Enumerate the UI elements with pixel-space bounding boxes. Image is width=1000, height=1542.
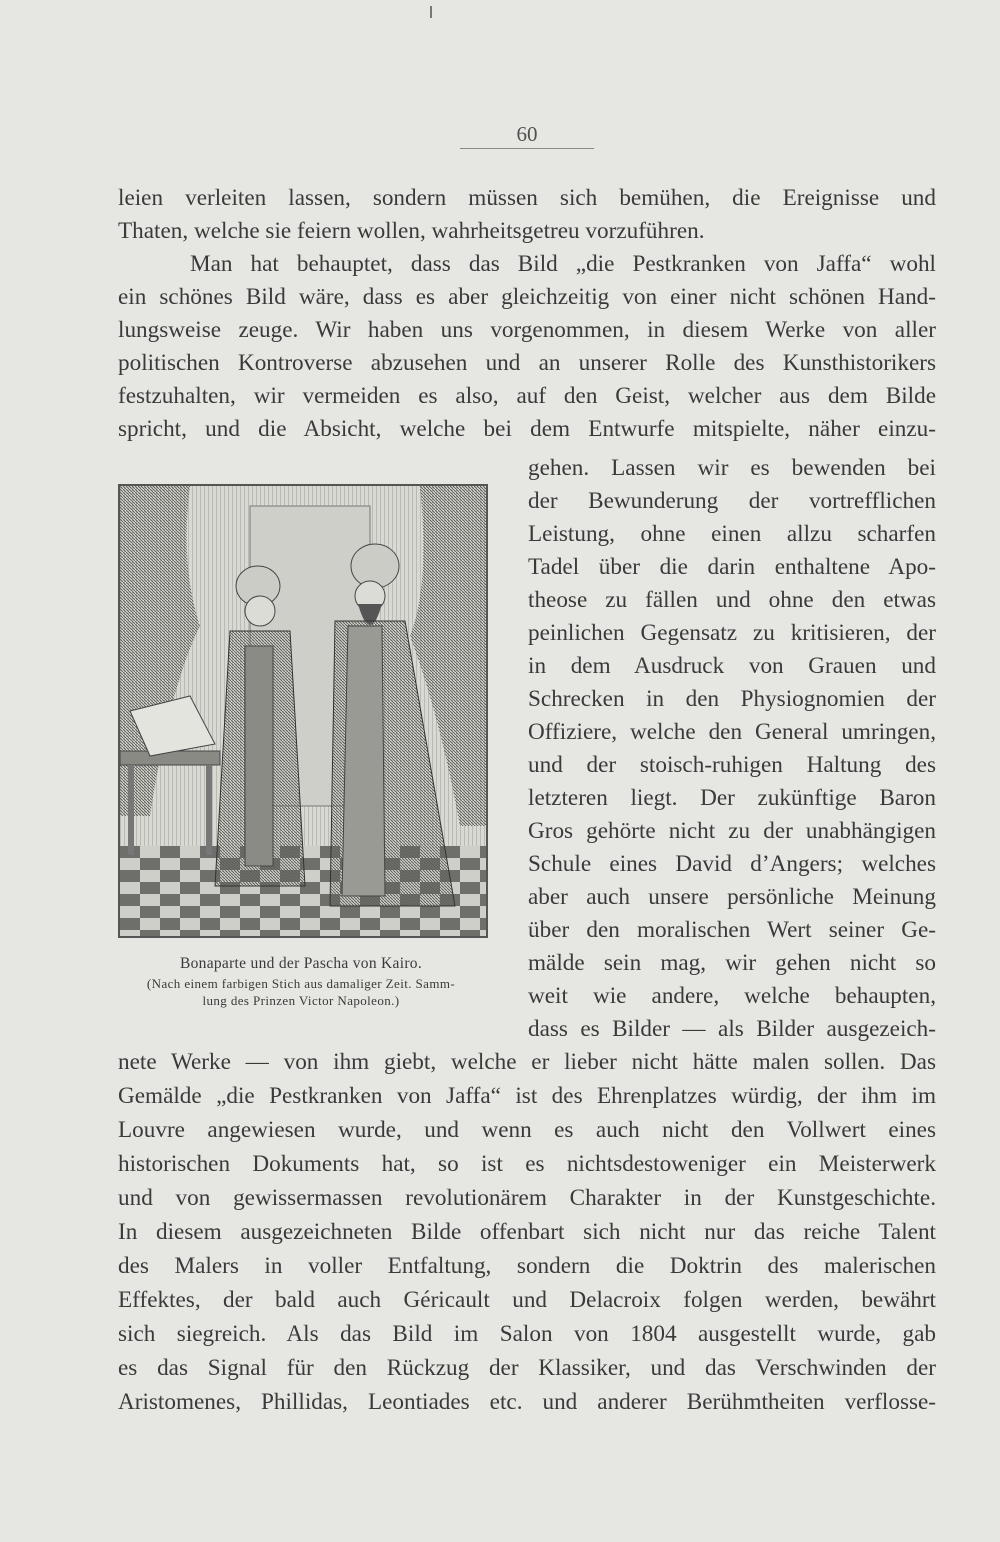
text-line: Thaten, welche sie feiern wollen, wahrheitsgetreu vorzuführen.: [118, 218, 705, 244]
vest-left: [245, 646, 273, 866]
text-line: In diesem ausgezeichneten Bilde offenbart sich nicht nur das reiche Talent: [118, 1219, 936, 1245]
engraving-illustration: [118, 484, 488, 938]
text-line: Louvre angewiesen wurde, und wenn es auch nicht den Vollwert eines: [118, 1117, 936, 1143]
page-number: 60: [516, 122, 538, 146]
text-line: Schrecken in den Physiognomien der: [528, 686, 936, 712]
text-line: nete Werke — von ihm giebt, welche er lieber nicht hätte malen sollen. Das: [118, 1049, 936, 1075]
text-line: sich siegreich. Als das Bild im Salon von 1804 ausgestellt wurde, gab: [118, 1321, 936, 1347]
figure-caption-title: Bonaparte und der Pascha von Kairo.: [179, 955, 423, 972]
text-line: Leistung, ohne einen allzu scharfen: [528, 521, 936, 547]
text-line: aber auch unsere persönliche Meinung: [528, 884, 936, 910]
text-line: letzteren liegt. Der zukünftige Baron: [528, 785, 936, 811]
text-line: Gros gehörte nicht zu der unabhängigen: [528, 818, 936, 844]
head-left: [245, 596, 275, 626]
text-line: und der stoisch-ruhigen Haltung des: [528, 752, 936, 778]
table-leg: [206, 765, 212, 855]
text-line: theose zu fällen und ohne den etwas: [528, 587, 936, 613]
text-line: spricht, und die Absicht, welche bei dem Entwurfe mitspielte, näher einzu-: [118, 416, 936, 442]
text-line: in dem Ausdruck von Grauen und: [528, 653, 936, 679]
scan-mark: [430, 6, 432, 18]
text-line: Offiziere, welche den General umringen,: [528, 719, 936, 745]
text-line: Effektes, der bald auch Géricault und Delacroix folgen werden, bewährt: [118, 1287, 936, 1313]
text-line: mälde sein mag, wir gehen nicht so: [528, 950, 936, 976]
text-line: Schule eines David d’Angers; welches: [528, 851, 936, 877]
text-line: über den moralischen Wert seiner Ge-: [528, 917, 936, 943]
text-line: dass es Bilder — als Bilder ausgezeich-: [528, 1016, 936, 1042]
inner-robe-right: [342, 626, 385, 896]
text-line: Man hat behauptet, dass das Bild „die Pestkranken von Jaffa“ wohl: [190, 251, 936, 277]
text-line: festzuhalten, wir vermeiden es also, auf den Geist, welcher aus dem Bilde: [118, 383, 936, 409]
text-line: und von gewissermassen revolutionärem Charakter in der Kunstgeschichte.: [118, 1185, 936, 1211]
text-line: Aristomenes, Phillidas, Leontiades etc. und anderer Berühmtheiten verflosse-: [118, 1389, 936, 1415]
table-top: [120, 751, 220, 765]
text-line: gehen. Lassen wir es bewenden bei: [528, 455, 936, 481]
text-line: leien verleiten lassen, sondern müssen sich bemühen, die Ereignisse und: [118, 185, 936, 211]
text-line: peinlichen Gegensatz zu kritisieren, der: [528, 620, 936, 646]
page-number-rule: [460, 148, 594, 149]
text-line: des Malers in voller Entfaltung, sondern die Doktrin des malerischen: [118, 1253, 936, 1279]
text-line: historischen Dokuments hat, so ist es nichtsdestoweniger ein Meisterwerk: [118, 1151, 936, 1177]
text-line: der Bewunderung der vortrefflichen: [528, 488, 936, 514]
text-line: lungsweise zeuge. Wir haben uns vorgenommen, in diesem Werke von aller: [118, 317, 936, 343]
table-leg: [128, 765, 134, 855]
text-line: Gemälde „die Pestkranken von Jaffa“ ist des Ehrenplatzes würdig, der ihm im: [118, 1083, 936, 1109]
text-line: ein schönes Bild wäre, dass es aber gleichzeitig von einer nicht schönen Hand-: [118, 284, 936, 310]
text-line: Tadel über die darin enthaltene Apo-: [528, 554, 936, 580]
text-line: politischen Kontroverse abzusehen und an unserer Rolle des Kunsthistorikers: [118, 350, 936, 376]
text-line: weit wie andere, welche behaupten,: [528, 983, 936, 1009]
figure-caption-source: lung des Prinzen Victor Napoleon.): [202, 993, 400, 1008]
text-line: es das Signal für den Rückzug der Klassiker, und das Verschwinden der: [118, 1355, 936, 1381]
figure-caption-source: (Nach einem farbigen Stich aus damaliger Zeit. Samm-: [146, 976, 456, 991]
